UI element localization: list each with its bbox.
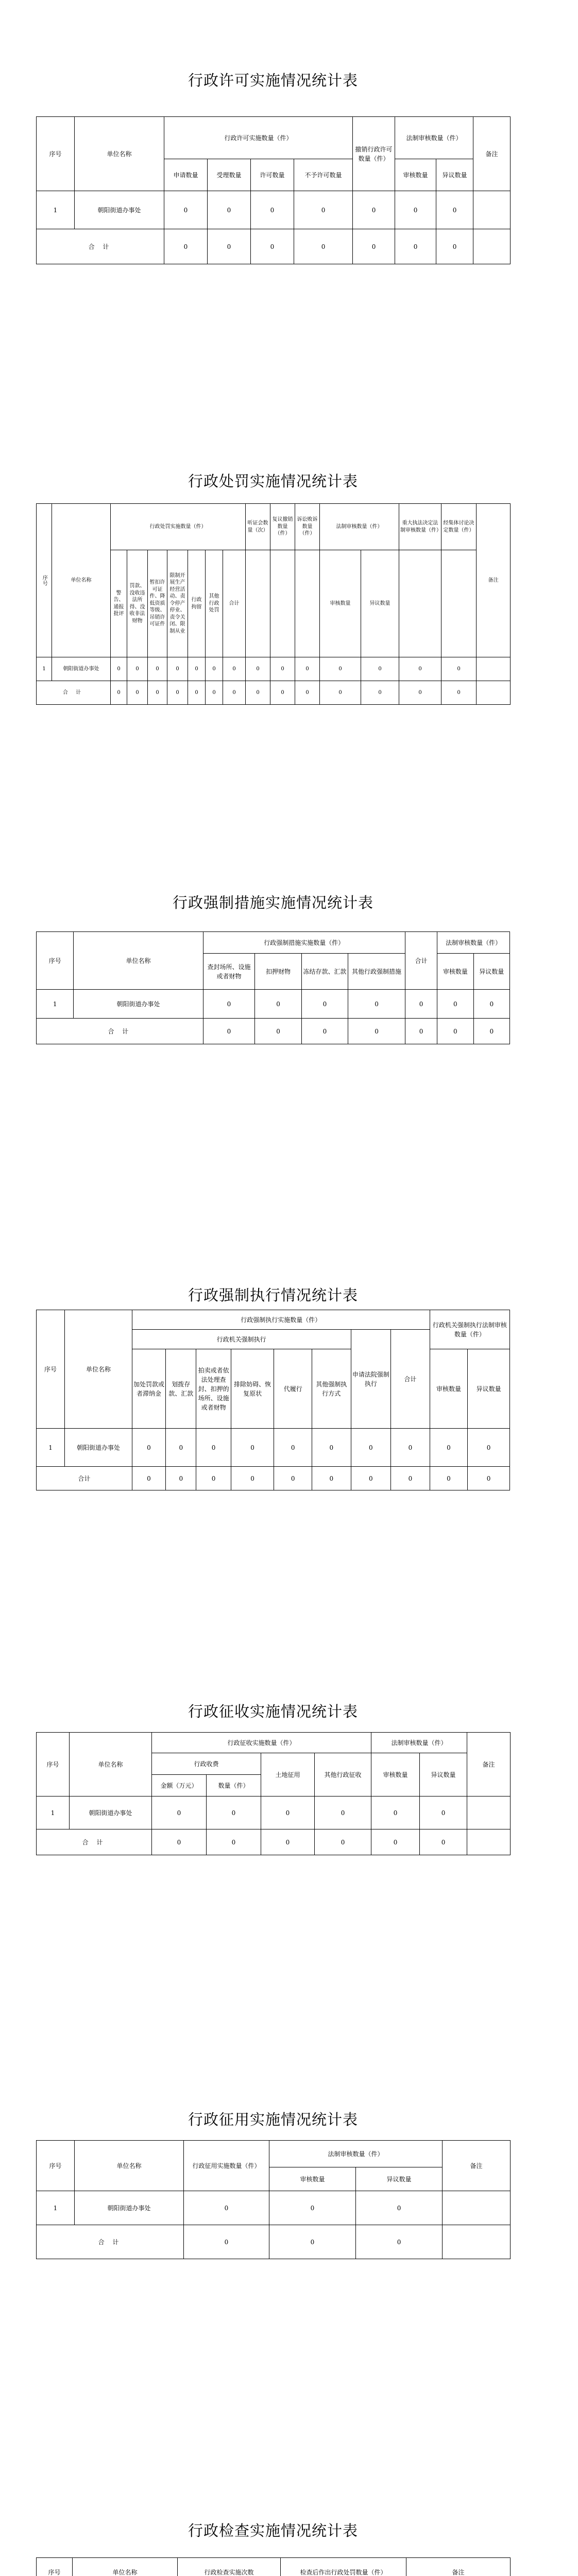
cell-value: 0: [148, 657, 167, 681]
header-implemented: 行政强制措施实施数量（件）: [203, 932, 405, 954]
header-type-restriction: 限制开展生产经营活动、责令停产停业、责令关闭、限制从业: [167, 550, 188, 657]
header-litigation-loss: 诉讼败诉数量（件）: [295, 504, 320, 550]
header-empty: [270, 550, 295, 657]
header-seq: 序号: [37, 2558, 73, 2576]
requisition-title: 行政征用实施情况统计表: [188, 2111, 358, 2128]
header-type-auction: 拍卖或者依法处理查封、扣押的场所、设施或者财物: [196, 1349, 231, 1429]
header-type-transfer: 划拨存款、汇款: [166, 1349, 196, 1429]
coercive-measures-section: [36, 891, 510, 1035]
header-count: 数量（件）: [207, 1775, 261, 1797]
inspection-title: 行政检查实施情况统计表: [188, 2522, 358, 2539]
cell-value: 0: [255, 990, 301, 1019]
header-seq: 序号: [37, 1733, 70, 1797]
header-agency-review: 行政机关强制执行法制审核数量（件）: [430, 1310, 509, 1349]
header-total: 合计: [391, 1330, 430, 1429]
header-type-fine: 罚款、没收违法所得、没收非法财物: [127, 550, 148, 657]
header-legal-review: 法制审核数量（件）: [320, 504, 399, 550]
header-implemented: 行政强制执行实施数量（件）: [132, 1310, 430, 1330]
header-dissent-count: 异议数量: [361, 550, 399, 657]
table-row: [37, 1429, 510, 1467]
header-empty: [246, 550, 270, 657]
cell-value: 0: [251, 191, 294, 229]
cell-value: 0: [371, 1829, 420, 1855]
cell-value: 0: [231, 1429, 274, 1467]
header-type-late-fee: 加处罚款或者滞纳金: [132, 1349, 165, 1429]
penalty-title: 行政处罚实施情况统计表: [188, 472, 358, 490]
header-empty: [441, 550, 477, 657]
cell-value: 0: [127, 657, 148, 681]
cell-value: 0: [391, 1467, 430, 1490]
header-seq: 序号: [37, 504, 52, 657]
header-type-license: 暂扣许可证件、降低资质等级、吊销许可证件: [148, 550, 167, 657]
cell-value: 0: [246, 657, 270, 681]
cell-total-label: 合 计: [37, 1019, 203, 1044]
cell-value: 0: [468, 1429, 510, 1467]
cell-unit: 朝阳街道办事处: [65, 1429, 132, 1467]
total-row: [37, 1829, 511, 1855]
header-type-substitute: 代履行: [274, 1349, 312, 1429]
cell-total-label: 合 计: [37, 229, 164, 264]
cell-value: 0: [184, 2191, 269, 2225]
requisition-section: [36, 2108, 510, 2246]
header-review-count: 审核数量: [395, 159, 436, 191]
cell-value: 0: [111, 657, 127, 681]
header-type-seal: 查封场所、设施或者财物: [203, 954, 255, 990]
header-total: 合计: [405, 932, 437, 990]
cell-value: 0: [251, 229, 294, 264]
header-dissent-count: 异议数量: [473, 954, 509, 990]
cell-value: 0: [405, 990, 437, 1019]
cell-value: 0: [223, 681, 246, 705]
header-review-count: 审核数量: [371, 1753, 420, 1797]
header-land: 土地征用: [261, 1753, 315, 1797]
header-unit: 单位名称: [52, 504, 111, 657]
table-row: [37, 1797, 511, 1829]
header-implemented: 行政许可实施数量（件）: [164, 117, 353, 159]
cell-value: 0: [261, 1829, 315, 1855]
header-dissent-count: 异议数量: [420, 1753, 467, 1797]
header-unit: 单位名称: [75, 117, 164, 191]
header-dissent-count: 异议数量: [356, 2167, 443, 2191]
cell-value: 0: [441, 657, 477, 681]
cell-value: 0: [166, 1429, 196, 1467]
cell-value: 0: [231, 1467, 274, 1490]
cell-value: 0: [315, 1797, 371, 1829]
header-unit: 单位名称: [65, 1310, 132, 1429]
header-seq: 序号: [37, 117, 75, 191]
header-implemented: 行政处罚实施数量（件）: [111, 504, 246, 550]
table-row: [37, 990, 510, 1019]
cell-unit: 朝阳街道办事处: [70, 1797, 152, 1829]
cell-remark: [467, 1829, 511, 1855]
cell-value: 0: [206, 657, 223, 681]
header-penalty-after: 检查后作出行政处罚数量（件）: [281, 2558, 406, 2576]
header-reconsideration: 复议撤销数量（件）: [270, 504, 295, 550]
cell-value: 0: [301, 990, 348, 1019]
inspection-table: [36, 2557, 511, 2576]
cell-value: 0: [473, 990, 509, 1019]
header-dissent-count: 异议数量: [436, 159, 473, 191]
cell-value: 0: [320, 681, 361, 705]
cell-value: 0: [353, 191, 395, 229]
coercive-execution-section: [36, 1284, 510, 1482]
permit-title: 行政许可实施情况统计表: [188, 72, 358, 89]
penalty-table: [36, 503, 511, 705]
coercive-measures-title: 行政强制措施实施情况统计表: [172, 894, 373, 911]
cell-value: 0: [206, 681, 223, 705]
header-type-warning: 警告、通报批评: [111, 550, 127, 657]
header-legal-review: 法制审核数量（件）: [437, 932, 510, 954]
header-empty: [295, 550, 320, 657]
header-seq: 序号: [37, 1310, 65, 1429]
cell-value: 0: [361, 681, 399, 705]
requisition-table: [36, 2140, 511, 2259]
cell-value: 0: [196, 1429, 231, 1467]
coercive-execution-title: 行政强制执行情况统计表: [188, 1286, 358, 1304]
total-row: [37, 2225, 511, 2259]
header-seq: 序号: [37, 932, 74, 990]
header-legal-review: 法制审核数量（件）: [371, 1733, 467, 1753]
cell-value: 0: [294, 229, 353, 264]
cell-total-label: 合计: [37, 1467, 132, 1490]
cell-value: 0: [294, 191, 353, 229]
cell-value: 0: [348, 990, 405, 1019]
cell-value: 0: [356, 2191, 443, 2225]
cell-value: 0: [399, 681, 441, 705]
cell-value: 0: [395, 229, 436, 264]
cell-remark: [473, 229, 511, 264]
cell-value: 0: [269, 2225, 356, 2259]
cell-value: 0: [371, 1797, 420, 1829]
table-row: [37, 657, 511, 681]
header-type-other: 其他强制执行方式: [312, 1349, 351, 1429]
levy-title: 行政征收实施情况统计表: [188, 1703, 358, 1720]
total-row: [37, 229, 511, 264]
inspection-section: [36, 2519, 510, 2576]
levy-section: [36, 1700, 510, 1846]
cell-value: 0: [441, 681, 477, 705]
table-row: [37, 191, 511, 229]
header-review-count: 审核数量: [430, 1349, 468, 1429]
header-remark: 备注: [406, 2558, 511, 2576]
cell-value: 0: [152, 1829, 207, 1855]
cell-value: 0: [269, 2191, 356, 2225]
cell-value: 0: [351, 1429, 391, 1467]
cell-seq: 1: [37, 191, 75, 229]
cell-remark: [473, 191, 511, 229]
cell-value: 0: [188, 657, 206, 681]
header-type-restore: 排除妨碍、恢复原状: [231, 1349, 274, 1429]
cell-value: 0: [395, 191, 436, 229]
cell-value: 0: [270, 681, 295, 705]
header-unit: 单位名称: [73, 2558, 178, 2576]
cell-total-label: 合 计: [37, 2225, 184, 2259]
cell-value: 0: [167, 681, 188, 705]
cell-value: 0: [405, 1019, 437, 1044]
cell-seq: 1: [37, 990, 74, 1019]
header-applications: 申请数量: [164, 159, 208, 191]
cell-value: 0: [436, 191, 473, 229]
cell-total-label: 合 计: [37, 681, 111, 705]
header-amount: 金额（万元）: [152, 1775, 207, 1797]
cell-value: 0: [348, 1019, 405, 1044]
header-empty: [399, 550, 441, 657]
header-legal-review: 法制审核数量（件）: [269, 2141, 443, 2167]
cell-value: 0: [353, 229, 395, 264]
cell-value: 0: [420, 1829, 467, 1855]
cell-value: 0: [164, 229, 208, 264]
header-granted: 许可数量: [251, 159, 294, 191]
levy-table: [36, 1732, 511, 1855]
cell-value: 0: [437, 1019, 473, 1044]
cell-value: 0: [207, 1797, 261, 1829]
header-remark: 备注: [467, 1733, 511, 1797]
coercive-execution-table: [36, 1310, 510, 1490]
cell-value: 0: [261, 1797, 315, 1829]
permit-section: [36, 69, 510, 250]
total-row: [37, 681, 511, 705]
header-hearing: 听证会数量（次）: [246, 504, 270, 550]
header-review-count: 审核数量: [320, 550, 361, 657]
cell-seq: 1: [37, 1429, 65, 1467]
header-review-count: 审核数量: [269, 2167, 356, 2191]
cell-value: 0: [274, 1467, 312, 1490]
cell-value: 0: [164, 191, 208, 229]
header-dissent-count: 异议数量: [468, 1349, 510, 1429]
header-major-review: 重大执法决定法制审核数量（件）: [399, 504, 441, 550]
header-by-agency: 行政机关强制执行: [132, 1330, 351, 1349]
cell-unit: 朝阳街道办事处: [75, 191, 164, 229]
cell-value: 0: [420, 1797, 467, 1829]
penalty-section: [36, 470, 510, 696]
cell-remark: [467, 1797, 511, 1829]
cell-value: 0: [152, 1797, 207, 1829]
header-implemented: 行政征用实施数量（件）: [184, 2141, 269, 2191]
header-revoked: 撤销行政许可数量（件）: [353, 117, 395, 191]
cell-seq: 1: [37, 2191, 75, 2225]
cell-value: 0: [361, 657, 399, 681]
header-unit: 单位名称: [74, 932, 203, 990]
header-fees: 行政收费: [152, 1753, 261, 1775]
coercive-measures-table: [36, 931, 510, 1044]
cell-remark: [477, 681, 511, 705]
cell-value: 0: [255, 1019, 301, 1044]
cell-value: 0: [473, 1019, 509, 1044]
cell-value: 0: [184, 2225, 269, 2259]
permit-table: [36, 116, 511, 264]
header-court-apply: 申请法院强制执行: [351, 1330, 391, 1429]
cell-value: 0: [203, 1019, 255, 1044]
cell-value: 0: [132, 1467, 165, 1490]
cell-value: 0: [208, 191, 251, 229]
cell-value: 0: [246, 681, 270, 705]
cell-value: 0: [468, 1467, 510, 1490]
header-accepted: 受理数量: [208, 159, 251, 191]
header-other: 其他行政征收: [315, 1753, 371, 1797]
header-denied: 不予许可数量: [294, 159, 353, 191]
cell-value: 0: [315, 1829, 371, 1855]
cell-value: 0: [437, 990, 473, 1019]
header-remark: 备注: [443, 2141, 511, 2191]
total-row: [37, 1019, 510, 1044]
cell-total-label: 合 计: [37, 1829, 152, 1855]
cell-value: 0: [223, 657, 246, 681]
cell-value: 0: [111, 681, 127, 705]
cell-value: 0: [312, 1467, 351, 1490]
cell-value: 0: [132, 1429, 165, 1467]
cell-value: 0: [312, 1429, 351, 1467]
cell-value: 0: [270, 657, 295, 681]
header-legal-review: 法制审核数量（件）: [395, 117, 473, 159]
cell-value: 0: [207, 1829, 261, 1855]
cell-remark: [443, 2225, 511, 2259]
cell-remark: [477, 657, 511, 681]
header-remark: 备注: [477, 504, 511, 657]
cell-value: 0: [148, 681, 167, 705]
total-row: [37, 1467, 510, 1490]
cell-value: 0: [295, 657, 320, 681]
cell-value: 0: [320, 657, 361, 681]
header-type-other: 其他行政强制措施: [348, 954, 405, 990]
cell-value: 0: [274, 1429, 312, 1467]
cell-value: 0: [391, 1429, 430, 1467]
cell-value: 0: [430, 1467, 468, 1490]
cell-value: 0: [167, 657, 188, 681]
cell-value: 0: [351, 1467, 391, 1490]
header-type-seize: 扣押财物: [255, 954, 301, 990]
cell-value: 0: [436, 229, 473, 264]
cell-value: 0: [356, 2225, 443, 2259]
header-unit: 单位名称: [75, 2141, 184, 2191]
header-collective: 经集体讨论决定数量（件）: [441, 504, 477, 550]
header-seq: 序号: [37, 2141, 75, 2191]
cell-value: 0: [188, 681, 206, 705]
cell-seq: 1: [37, 657, 52, 681]
cell-value: 0: [196, 1467, 231, 1490]
table-row: [37, 2191, 511, 2225]
cell-value: 0: [295, 681, 320, 705]
header-type-other: 其他行政处罚: [206, 550, 223, 657]
cell-value: 0: [166, 1467, 196, 1490]
header-remark: 备注: [473, 117, 511, 191]
cell-remark: [443, 2191, 511, 2225]
cell-value: 0: [399, 657, 441, 681]
header-type-total: 合计: [223, 550, 246, 657]
header-review-count: 审核数量: [437, 954, 473, 990]
header-type-detention: 行政拘留: [188, 550, 206, 657]
cell-value: 0: [203, 990, 255, 1019]
cell-value: 0: [430, 1429, 468, 1467]
header-implemented: 行政检查实施次数: [178, 2558, 281, 2576]
cell-unit: 朝阳街道办事处: [74, 990, 203, 1019]
cell-value: 0: [208, 229, 251, 264]
cell-unit: 朝阳街道办事处: [75, 2191, 184, 2225]
header-implemented: 行政征收实施数量（件）: [152, 1733, 371, 1753]
cell-unit: 朝阳街道办事处: [52, 657, 111, 681]
header-unit: 单位名称: [70, 1733, 152, 1797]
cell-seq: 1: [37, 1797, 70, 1829]
cell-value: 0: [301, 1019, 348, 1044]
cell-value: 0: [127, 681, 148, 705]
header-type-freeze: 冻结存款、汇款: [301, 954, 348, 990]
